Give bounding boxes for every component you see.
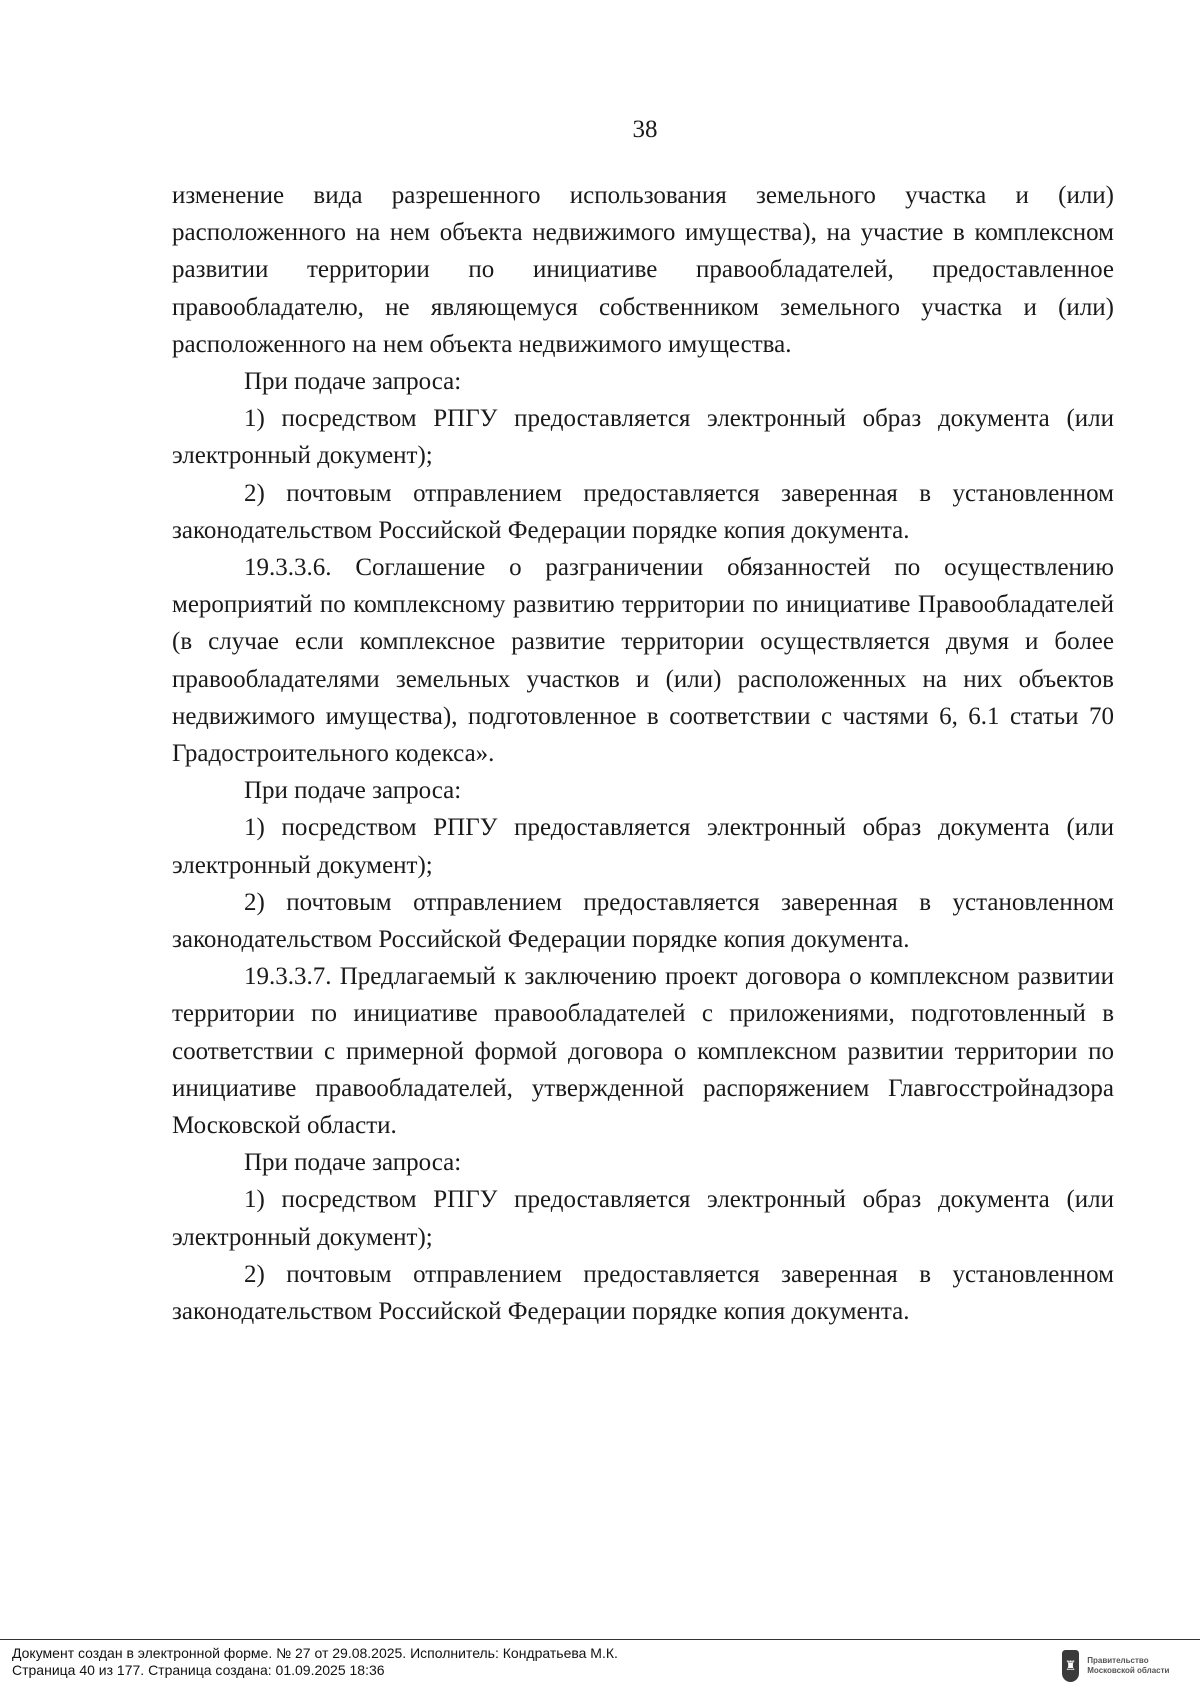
paragraph: 1) посредством РПГУ предоставляется электронный образ документа (или электронный документ);	[172, 1186, 1114, 1251]
paragraph: 19.3.3.6. Соглашение о разграничении обязанностей по осуществлению мероприятий по комплексному развитию территории по инициативе Правообладателей (в случае если комплексное развитие территории осуществляется двумя и более правообладателями земельных участков и (или) расположенных на них объектов недвижимого имущества), подготовленное в соответствии с частями 6, 6.1 статьи 70 Градостроительного кодекса».	[172, 554, 1114, 768]
footer-divider	[0, 1639, 1200, 1640]
paragraph: 1) посредством РПГУ предоставляется электронный образ документа (или электронный документ);	[172, 814, 1114, 879]
paragraph: 1) посредством РПГУ предоставляется электронный образ документа (или электронный документ);	[172, 405, 1114, 470]
page-number: 38	[632, 116, 658, 143]
coat-of-arms-icon: ♜	[1062, 1650, 1079, 1682]
paragraph: изменение вида разрешенного использования земельного участка и (или) расположенного на нем объекта недвижимого имущества), на участие в комплексном развитии территории по инициативе правообладателей, предоставленное правообладателю, не являющемуся собственником земельного участка и (или) расположенного на нем объекта недвижимого имущества.	[172, 182, 1114, 358]
paragraph: 19.3.3.7. Предлагаемый к заключению проект договора о комплексном развитии территории по инициативе правообладателей с приложениями, подготовленный в соответствии с примерной формой договора о комплексном развитии территории по инициативе правообладателей, утвержденной распоряжением Главгосстройнадзора Московской области.	[172, 963, 1114, 1140]
footer	[12, 1645, 618, 1679]
paragraph: При подаче запроса:	[244, 368, 462, 396]
footer-document-info: Документ создан в электронной форме. № 27 от 29.08.2025. Исполнитель: Кондратьева М.К.	[12, 1645, 618, 1661]
paragraph: 2) почтовым отправлением предоставляется заверенная в установленном законодательством Российской Федерации порядке копия документа.	[172, 479, 1114, 544]
document-body	[172, 177, 1114, 1330]
paragraph: При подаче запроса:	[244, 777, 462, 805]
government-logo	[1062, 1646, 1192, 1686]
logo-caption: Правительство Московской области	[1087, 1656, 1170, 1675]
paragraph: 2) почтовым отправлением предоставляется заверенная в установленном законодательством Российской Федерации порядке копия документа.	[172, 888, 1114, 954]
footer-page-info: Страница 40 из 177. Страница создана: 01.09.2025 18:36	[12, 1662, 385, 1678]
paragraph: При подаче запроса:	[244, 1149, 462, 1177]
paragraph: 2) почтовым отправлением предоставляется заверенная в установленном законодательством Российской Федерации порядке копия документа.	[172, 1260, 1114, 1326]
